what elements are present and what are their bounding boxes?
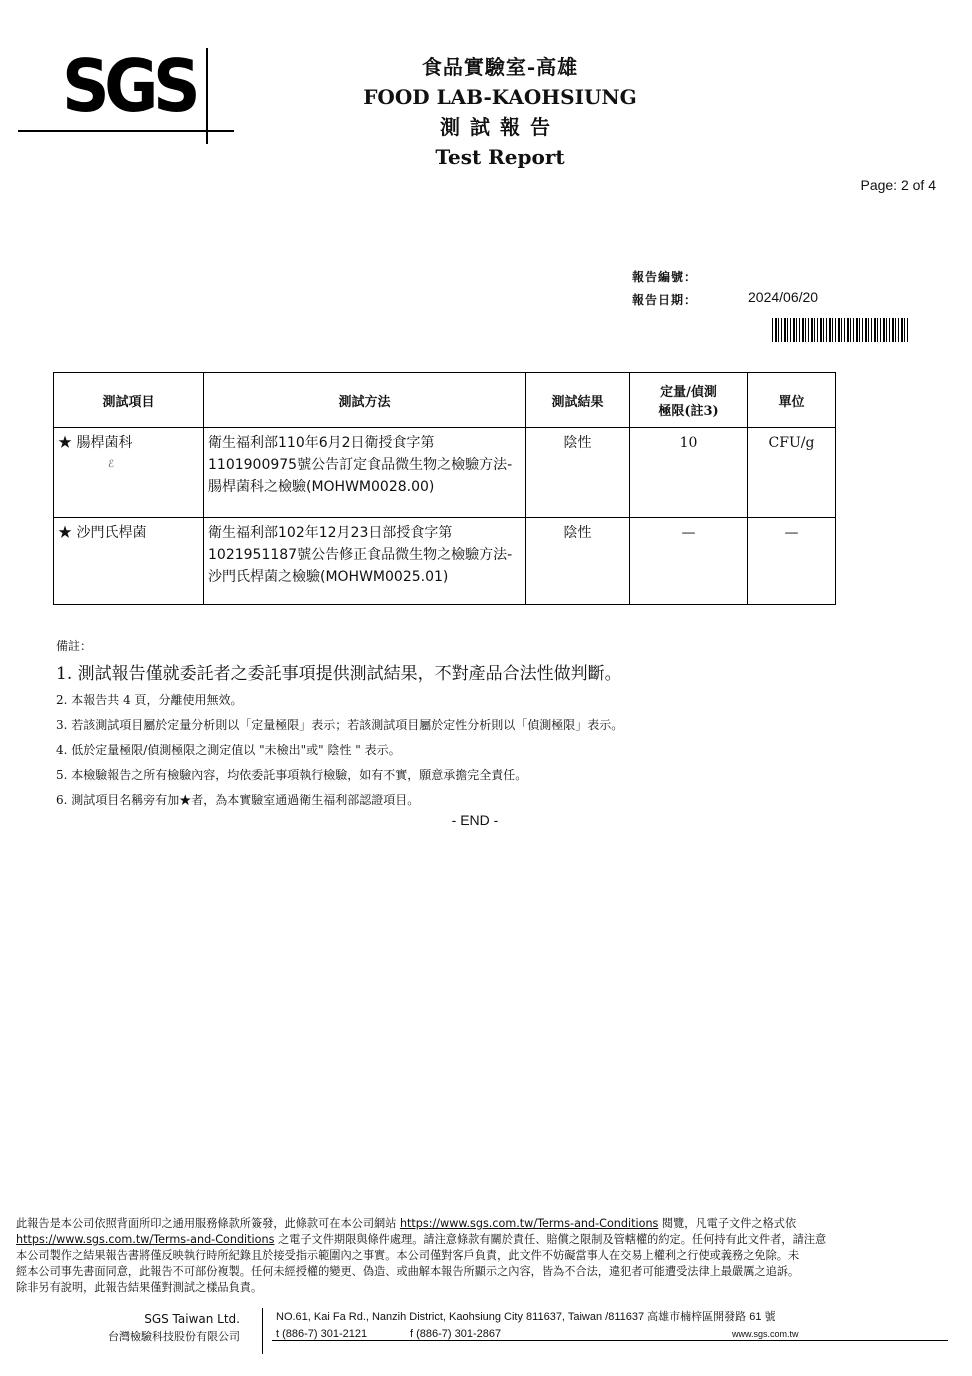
header-test-method: 測試方法 — [204, 373, 526, 428]
logo-divider — [206, 48, 208, 144]
test-result: 陰性 — [526, 518, 630, 605]
table-row — [54, 428, 836, 518]
report-number-label: 報告編號： — [632, 270, 698, 284]
note-item: 6. 測試項目名稱旁有加★者，為本實驗室通過衛生福利部認證項目。 — [56, 793, 420, 807]
certified-star-icon: ★ — [58, 525, 72, 541]
company-phone: t (886-7) 301-2121 — [276, 1328, 368, 1340]
barcode — [772, 318, 908, 342]
note-item: 2. 本報告共 4 頁，分離使用無效。 — [56, 693, 243, 707]
notes-list — [56, 660, 856, 813]
table-header-row — [54, 373, 836, 428]
disclaimer-text: 之電子文件期限與條件處理。請注意條款有關於責任、賠償之限制及管轄權的約定。任何持有此文件者，請注意 — [274, 1233, 827, 1246]
disclaimer-line — [16, 1232, 954, 1248]
terms-link[interactable]: https://www.sgs.com.tw/Terms-and-Conditions — [16, 1233, 275, 1246]
footer-divider — [262, 1308, 263, 1354]
sgs-logo: SGS — [62, 44, 196, 128]
test-method-cell — [204, 428, 526, 518]
company-address: NO.61, Kai Fa Rd., Nanzih District, Kaohsiung City 811637, Taiwan /811637 高雄市楠梓區開發路 61 號 — [276, 1311, 776, 1323]
footer-company — [74, 1310, 240, 1346]
report-title-en: Test Report — [435, 145, 565, 169]
method-line: 衛生福利部110年6月2日衛授食字第 — [208, 435, 435, 451]
method-line: 腸桿菌科之檢驗(MOHWM0028.00) — [208, 479, 435, 495]
report-title-zh: 測試報告 — [440, 115, 560, 139]
certified-star-icon: ★ — [58, 435, 72, 451]
report-header — [340, 52, 660, 172]
company-name-zh: 台灣檢驗科技股份有限公司 — [108, 1330, 240, 1343]
end-marker: - END - — [451, 812, 499, 828]
table-row — [54, 518, 836, 605]
report-date-label: 報告日期： — [632, 293, 698, 307]
test-method-cell — [204, 518, 526, 605]
company-website[interactable]: www.sgs.com.tw — [732, 1329, 799, 1339]
header-test-item: 測試項目 — [54, 373, 204, 428]
results-table — [53, 372, 836, 605]
limit-value: 10 — [630, 428, 748, 518]
lab-title-en: FOOD LAB-KAOHSIUNG — [363, 85, 637, 109]
test-item-cell — [54, 428, 204, 518]
terms-link[interactable]: https://www.sgs.com.tw/Terms-and-Conditions — [399, 1217, 659, 1230]
method-line: 衛生福利部102年12月23日部授食字第 — [208, 525, 453, 541]
page-number: Page: 2 of 4 — [860, 177, 936, 193]
footer-disclaimer — [16, 1216, 954, 1296]
disclaimer-text: 此報告是本公司依照背面所印之通用服務條款所簽發，此條款可在本公司網站 — [16, 1217, 400, 1230]
handwritten-mark: ℰ — [108, 459, 115, 470]
method-line: 1101900975號公告訂定食品微生物之檢驗方法- — [208, 457, 513, 473]
notes-title: 備註： — [56, 639, 93, 653]
disclaimer-text: 閱覽，凡電子文件之格式依 — [658, 1217, 797, 1230]
header-limit — [630, 373, 748, 428]
company-fax: f (886-7) 301-2867 — [410, 1328, 502, 1340]
unit-value: — — [748, 518, 836, 605]
footer-rule — [272, 1340, 948, 1341]
test-item-name: 腸桿菌科 — [76, 435, 133, 451]
header-limit-line1: 定量/偵測 — [660, 385, 717, 400]
logo-underline — [18, 130, 234, 132]
header-test-result: 測試結果 — [526, 373, 630, 428]
note-item: 3. 若該測試項目屬於定量分析則以「定量極限」表示；若該測試項目屬於定性分析則以「偵測極限」表示。 — [56, 718, 624, 732]
note-item: 1. 測試報告僅就委託者之委託事項提供測試結果，不對產品合法性做判斷。 — [56, 664, 622, 684]
test-item-name: 沙門氏桿菌 — [76, 525, 147, 541]
method-line: 1021951187號公告修正食品微生物之檢驗方法- — [208, 547, 513, 563]
disclaimer-line: 經本公司事先書面同意，此報告不可部份複製。任何未經授權的變更、偽造、或曲解本報告所顯示之內容，皆為不合法，違犯者可能遭受法律上最嚴厲之追訴。 — [16, 1265, 800, 1278]
method-line: 沙門氏桿菌之檢驗(MOHWM0025.01) — [208, 569, 449, 585]
report-date-value: 2024/06/20 — [748, 289, 819, 305]
test-item-cell — [54, 518, 204, 605]
note-item: 5. 本檢驗報告之所有檢驗內容，均依委託事項執行檢驗，如有不實，願意承擔完全責任。 — [56, 768, 528, 782]
disclaimer-line: 本公司製作之結果報告書將僅反映執行時所紀錄且於接受指示範圍內之事實。本公司僅對客戶負責，此文件不妨礙當事人在交易上權利之行使或義務之免除。未 — [16, 1249, 800, 1262]
note-item: 4. 低於定量極限/偵測極限之測定值以 "未檢出"或" 陰性 " 表示。 — [56, 743, 401, 757]
header-limit-line2: 極限(註3) — [658, 404, 719, 419]
unit-value: CFU/g — [748, 428, 836, 518]
lab-title-zh: 食品實驗室-高雄 — [421, 55, 579, 79]
disclaimer-line: 除非另有說明，此報告結果僅對測試之樣品負責。 — [16, 1281, 263, 1294]
limit-value: — — [630, 518, 748, 605]
test-result: 陰性 — [526, 428, 630, 518]
disclaimer-line — [16, 1216, 954, 1232]
header-unit: 單位 — [748, 373, 836, 428]
company-name-en: SGS Taiwan Ltd. — [144, 1312, 240, 1326]
